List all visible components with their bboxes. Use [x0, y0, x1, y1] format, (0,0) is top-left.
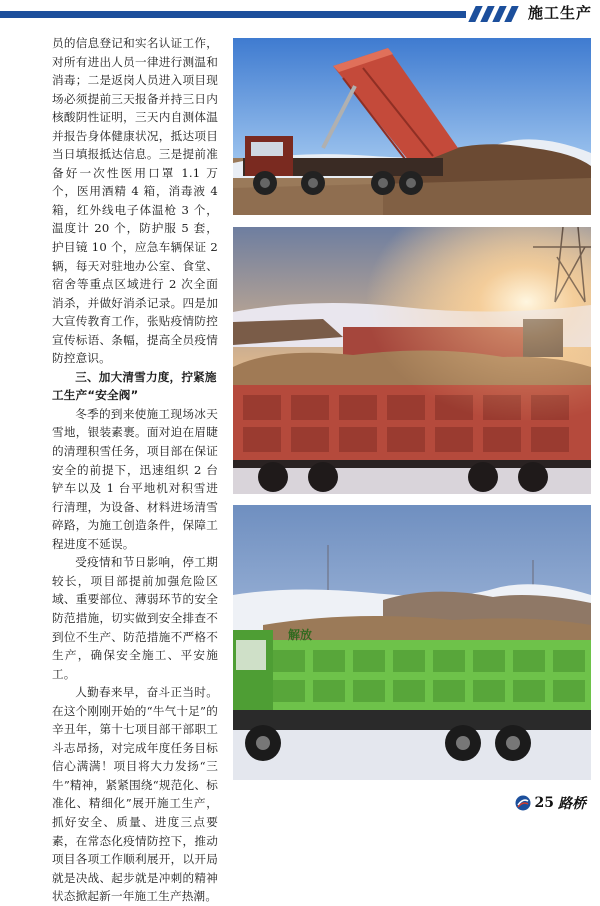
photo-dump-truck-unloading — [233, 38, 591, 215]
article-body — [52, 34, 218, 906]
section-title: 施工生产 — [527, 4, 592, 22]
article-paragraph: 人勤春来早，奋斗正当时。在这个刚刚开始的“牛气十足”的辛丑年，第十七项目部干部职工斗志昂扬，对完成年度任务目标信心满满！项目将大力发扬“三牛”精神，紧紧围绕“规范化、标准化、精细化”展开施工生产，抓好安全、质量、进度三点要素，在常态化疫情防控下，推动项目各项工作顺利展开，以开局就是决战、起步就是冲刺的精神状态掀起新一年施工生产热潮。 — [52, 685, 218, 904]
truck-brand-text: 解放 — [288, 628, 313, 642]
magazine-name: 路桥 — [558, 796, 586, 812]
magazine-logo-icon — [515, 795, 531, 811]
article-paragraph: 受疫情和节日影响，停工期较长，项目部提前加强危险区域、重要部位、薄弱环节的安全防范措施，切实做到安全排查不到位不生产、防范措施不严格不生产，确保安全施工、平安施工。 — [52, 555, 218, 681]
page-number: 25 — [534, 795, 554, 811]
section-heading: 三、加大清雪力度，拧紧施工生产“安全阀” — [52, 369, 217, 403]
article-paragraph: 冬季的到来使施工现场冰天雪地，银装素裹。面对迫在眉睫的清理积雪任务，项目部在保证安全的前提下，迅速组织 2 台铲车以及 1 台平地机对积雪进行清理，为设备、材料进场清雪碎路，为施工创造条件，保障工程进度不延误。 — [52, 406, 218, 551]
header-rule — [0, 11, 466, 18]
photo-loaded-trucks-sunrise — [233, 227, 591, 494]
article-paragraph: 员的信息登记和实名认证工作，对所有进出人员一律进行测温和消毒；二是返岗人员进入项目现场必须提前三天报备并持三日内核酸阴性证明，三天内自测体温并报告身体健康状况，抵达项目当日填报抵达信息。三是提前准备好一次性医用口罩 1.1 万个，医用酒精 4 箱，消毒液 4 箱，红外线电子体温枪 3 个，温度计 20 个，防护服 5 套，护目镜 10 个，应急车辆保证 2 辆，每天对驻地办公室、食堂、宿舍等重点区域进行 2 次全面消杀，并做好消杀记录。四是加大宣传教育工作，张贴疫情防控宣传标语、条幅，提高全员疫情防控意识。 — [52, 36, 218, 366]
header-bar — [0, 6, 540, 22]
photo-green-dump-truck — [233, 505, 591, 780]
header-stripe — [504, 6, 518, 22]
page-footer — [515, 793, 586, 813]
